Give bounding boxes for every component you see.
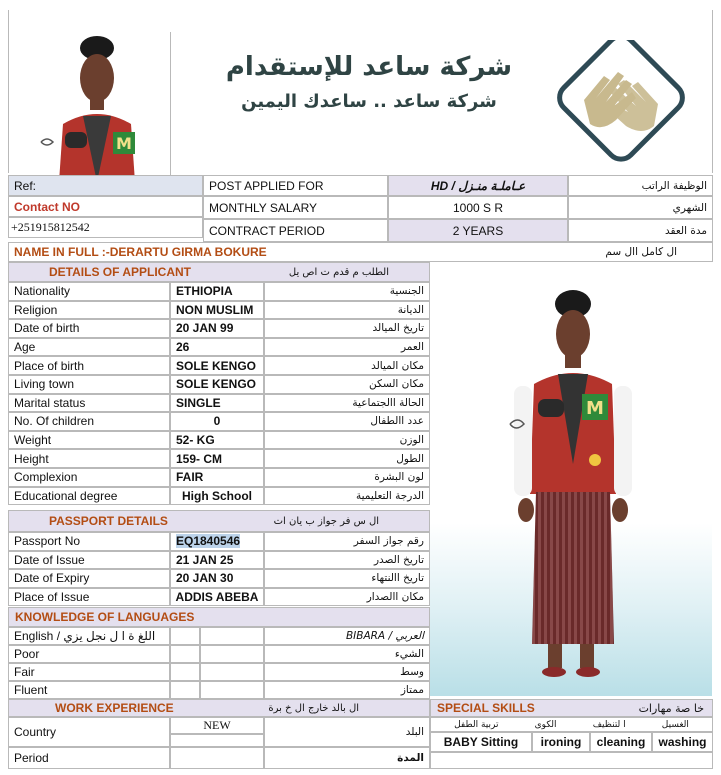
passport-row-ar: رقم جواز السفر	[264, 532, 430, 551]
applicant-row-ar: الحالة االجتماعية	[264, 394, 430, 413]
applicant-row-label: Height	[8, 449, 170, 468]
skills-ar-row	[430, 717, 713, 732]
contact-phone: +251915812542	[8, 217, 203, 238]
language-level-label: Fluent	[8, 681, 170, 699]
contract-value: 2 YEARS	[388, 219, 568, 242]
passport-row-label: Passport No	[8, 532, 170, 551]
applicant-row-value: SOLE KENGO	[170, 356, 264, 375]
arabic-label: العربي / BIBARA	[264, 627, 430, 645]
applicant-row-value: 159- CM	[170, 449, 264, 468]
salary-ar: الشهري	[568, 196, 713, 219]
applicant-photo-full	[430, 264, 712, 696]
english-col-2	[200, 627, 264, 645]
passport-row-ar: مكان االصدار	[264, 588, 430, 607]
period-label: Period	[8, 747, 170, 769]
applicant-row-label: Marital status	[8, 394, 170, 413]
post-label: POST APPLIED FOR	[203, 175, 388, 196]
applicant-row-value: 20 JAN 99	[170, 319, 264, 338]
skill-cleaning: cleaning	[590, 732, 652, 752]
applicant-row-ar: العمر	[264, 338, 430, 357]
passport-section-header	[8, 510, 430, 532]
applicant-row-value: 52- KG	[170, 431, 264, 450]
applicant-row-ar: مكان الميالد	[264, 356, 430, 375]
applicant-row-value: ETHIOPIA	[170, 282, 264, 301]
skills-blank-row	[430, 752, 713, 769]
applicant-row-label: Living town	[8, 375, 170, 394]
passport-title-ar: ال س فر جواز ب يان ات	[273, 515, 379, 527]
country-value-2	[170, 734, 264, 747]
applicant-row-label: Weight	[8, 431, 170, 450]
post-ar: الوظيفة الراتب	[568, 175, 713, 196]
applicant-row-label: Age	[8, 338, 170, 357]
applicant-row-ar: الديانة	[264, 301, 430, 320]
applicant-row-label: Place of birth	[8, 356, 170, 375]
period-ar: المدة	[264, 747, 430, 769]
skill-washing: washing	[652, 732, 713, 752]
post-value: HD / عـاملـة منـزل	[388, 175, 568, 196]
passport-row-label: Date of Expiry	[8, 569, 170, 588]
english-label: English / اللغ ة ا ل نجل يزي	[8, 627, 170, 645]
company-name	[209, 50, 529, 116]
period-value	[170, 747, 264, 769]
contact-label: Contact NO	[8, 196, 203, 217]
passport-title: PASSPORT DETAILS	[49, 514, 168, 528]
applicant-section-header	[8, 262, 430, 282]
applicant-row-value: NON MUSLIM	[170, 301, 264, 320]
full-name: NAME IN FULL :-DERARTU GIRMA BOKURE	[14, 245, 267, 259]
language-level-label: Fair	[8, 663, 170, 681]
language-english-col-2	[200, 663, 264, 681]
passport-row-ar: تاريخ الصدر	[264, 551, 430, 570]
applicant-row-label: Nationality	[8, 282, 170, 301]
work-title-ar: ال بالد خارج ال خ برة	[268, 702, 359, 714]
applicant-row-ar: تاريخ الميالد	[264, 319, 430, 338]
applicant-row-ar: الوزن	[264, 431, 430, 450]
skills-title-ar: خا صة مهارات	[638, 701, 704, 715]
country-value: NEW	[170, 717, 264, 734]
applicant-row-label: Religion	[8, 301, 170, 320]
applicant-row-value: SINGLE	[170, 394, 264, 413]
applicant-row-ar: الدرجة التعليمية	[264, 487, 430, 506]
applicant-row-ar: لون البشرة	[264, 468, 430, 487]
language-level-ar: ممتاز	[264, 681, 430, 699]
applicant-row-label: Educational degree	[8, 487, 170, 506]
applicant-row-value: FAIR	[170, 468, 264, 487]
skills-section-header	[430, 699, 713, 717]
passport-row-value: 20 JAN 30	[170, 569, 264, 588]
applicant-row-ar: الجنسية	[264, 282, 430, 301]
skills-title: SPECIAL SKILLS	[437, 701, 535, 715]
svg-text:M: M	[116, 134, 132, 153]
applicant-row-value: High School	[170, 487, 264, 506]
country-label: Country	[8, 717, 170, 747]
applicant-row-value: SOLE KENGO	[170, 375, 264, 394]
ref-label: Ref:	[8, 175, 203, 196]
applicant-title-ar: الطلب م قدم ت اص يل	[288, 266, 389, 278]
passport-row-label: Date of Issue	[8, 551, 170, 570]
salary-label: MONTHLY SALARY	[203, 196, 388, 219]
passport-row-value: EQ1840546	[170, 532, 264, 551]
work-section-header	[8, 699, 430, 717]
skill-ar-cleaning: ا لتنظيف	[592, 719, 626, 730]
applicant-row-label: Complexion	[8, 468, 170, 487]
applicant-row-value: 0	[170, 412, 264, 431]
company-name-line-2: شركة ساعد .. ساعدك اليمين	[241, 91, 497, 112]
skill-ironing: ironing	[532, 732, 590, 752]
language-english-col-1	[170, 663, 200, 681]
skill-babysitting: BABY Sitting	[430, 732, 532, 752]
passport-row-label: Place of Issue	[8, 588, 170, 607]
contract-ar: مدة العقد	[568, 219, 713, 242]
language-level-label: Poor	[8, 645, 170, 663]
languages-title: KNOWLEDGE OF LANGUAGES	[15, 610, 195, 624]
applicant-title: DETAILS OF APPLICANT	[49, 265, 191, 279]
passport-row-ar: تاريخ االنتهاء	[264, 569, 430, 588]
full-name-ar: ال كامل اال سم	[605, 246, 677, 258]
header	[8, 10, 713, 173]
applicant-row-value: 26	[170, 338, 264, 357]
svg-text:M: M	[586, 398, 604, 419]
country-ar: البلد	[264, 717, 430, 747]
applicant-row-ar: مكان السكن	[264, 375, 430, 394]
company-name-line-1: شركة ساعد للإستقدام	[225, 52, 513, 82]
applicant-row-label: Date of birth	[8, 319, 170, 338]
language-level-ar: وسط	[264, 663, 430, 681]
applicant-row-ar: الطول	[264, 449, 430, 468]
passport-row-value: ADDIS ABEBA	[170, 588, 264, 607]
salary-value: 1000 S R	[388, 196, 568, 219]
skill-ar-ironing: الكوى	[534, 719, 557, 730]
english-col-1	[170, 627, 200, 645]
full-name-row	[8, 242, 713, 262]
applicant-row-label: No. Of children	[8, 412, 170, 431]
languages-section-header	[8, 607, 430, 627]
skill-ar-babysitting: تربية الطفل	[454, 719, 499, 730]
language-english-col-1	[170, 645, 200, 663]
language-english-col-2	[200, 681, 264, 699]
applicant-row-ar: عدد االطفال	[264, 412, 430, 431]
language-english-col-1	[170, 681, 200, 699]
language-level-ar: الشيء	[264, 645, 430, 663]
passport-row-value: 21 JAN 25	[170, 551, 264, 570]
contract-label: CONTRACT PERIOD	[203, 219, 388, 242]
applicant-photo-small	[21, 32, 171, 182]
language-english-col-2	[200, 645, 264, 663]
skill-ar-washing: الغسيل	[661, 719, 689, 730]
company-logo	[554, 40, 689, 165]
work-title: WORK EXPERIENCE	[55, 701, 174, 715]
